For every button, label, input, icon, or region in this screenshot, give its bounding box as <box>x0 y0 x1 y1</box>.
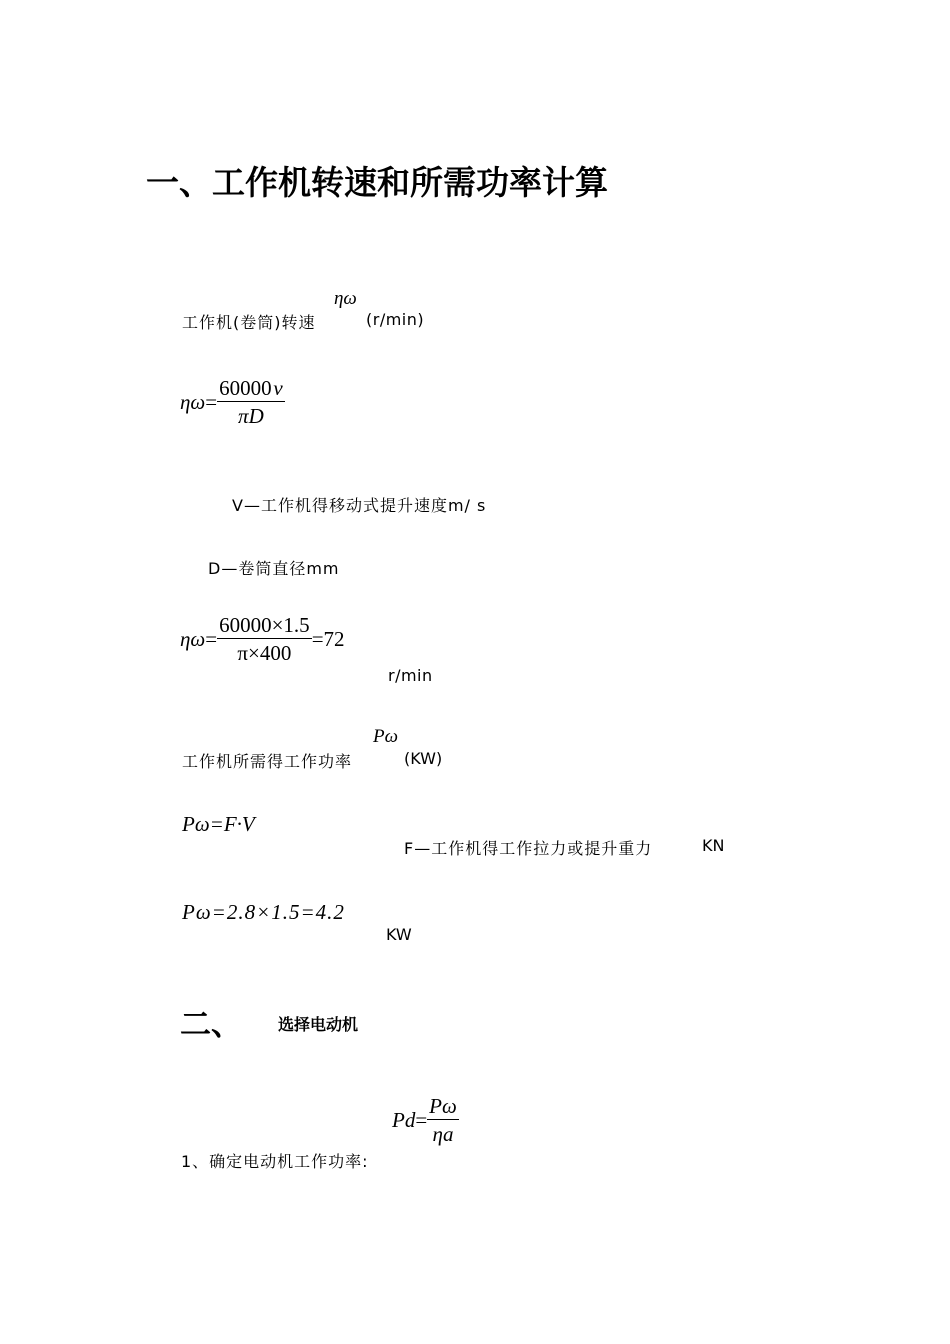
formula-denominator: π×400 <box>237 641 292 665</box>
motor-power-formula <box>392 1094 459 1146</box>
speed-unit: (r/min) <box>366 310 425 329</box>
power-formula: Pω=F·V <box>182 812 255 836</box>
power-unit: (KW) <box>404 749 443 768</box>
formula-result: =72 <box>311 626 345 651</box>
v-definition: V—工作机得移动式提升速度m/ s <box>232 496 487 515</box>
formula-lhs: Pω=2.8×1.5=4.2 <box>182 900 345 924</box>
formula-fraction <box>427 1094 459 1146</box>
section-2-number: 二、 <box>180 1007 242 1043</box>
speed-calc-unit: r/min <box>388 666 433 685</box>
power-calc-formula <box>182 900 345 925</box>
formula-denominator: πD <box>238 404 264 428</box>
formula-fraction <box>217 376 285 428</box>
formula-fraction <box>217 613 312 665</box>
section-1-heading: 一、工作机转速和所需功率计算 <box>146 163 608 202</box>
speed-formula <box>180 376 285 428</box>
formula-lhs: ηω <box>180 626 206 651</box>
formula-equals: = <box>415 1107 428 1132</box>
speed-label: 工作机(卷筒)转速 <box>182 313 316 332</box>
formula-numerator: 60000 <box>219 376 272 400</box>
formula-numerator-var: v <box>273 376 283 400</box>
power-symbol: Pω <box>373 726 399 747</box>
formula-equals: = <box>205 626 218 651</box>
formula-lhs: Pd <box>392 1107 416 1132</box>
formula-numerator: 60000×1.5 <box>219 613 310 637</box>
f-unit: KN <box>702 836 725 855</box>
formula-equals: = <box>205 389 218 414</box>
section-2-heading: 选择电动机 <box>278 1015 359 1034</box>
step-1-label: 1、确定电动机工作功率: <box>181 1152 369 1171</box>
formula-lhs: ηω <box>180 389 206 414</box>
f-definition: F—工作机得工作拉力或提升重力 <box>404 839 653 858</box>
power-calc-unit: KW <box>386 925 412 944</box>
formula-numerator: Pω <box>429 1094 457 1118</box>
speed-symbol: ηω <box>334 288 357 309</box>
speed-calc-formula <box>180 613 345 665</box>
formula-denominator: ηa <box>432 1122 454 1146</box>
d-definition: D—卷筒直径mm <box>208 559 340 578</box>
power-label: 工作机所需得工作功率 <box>182 752 353 771</box>
